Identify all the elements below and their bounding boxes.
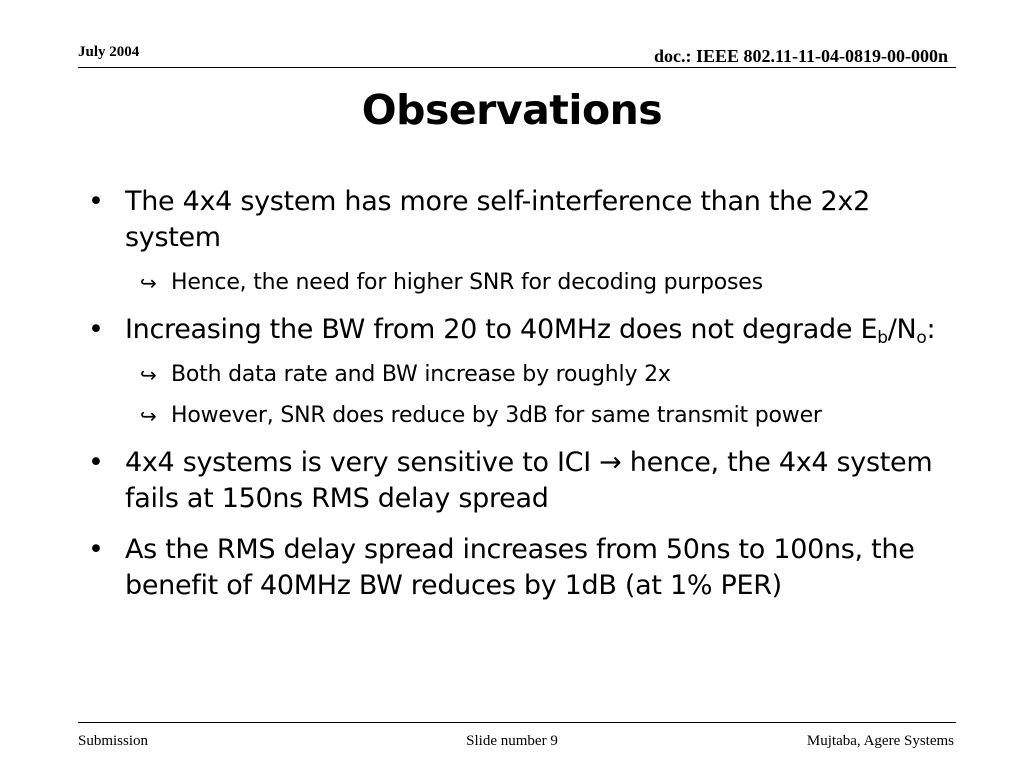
header-date: July 2004 — [78, 44, 140, 60]
bullet-2-text-main: Increasing the BW from 20 to 40MHz does not degrade E — [125, 314, 878, 345]
slide-title: Observations — [361, 86, 663, 134]
subscript-b: b — [877, 328, 888, 348]
hook-arrow-icon: ↪ — [140, 363, 157, 387]
bullet-2-sub-1-text: Both data rate and BW increase by roughly 2x — [171, 362, 671, 387]
bullet-1-text: The 4x4 system has more self-interference than the 2x2 system — [125, 186, 870, 253]
hook-arrow-icon: ↪ — [140, 271, 157, 295]
subscript-o: o — [916, 328, 927, 348]
bullet-4 — [88, 532, 968, 604]
right-arrow-icon: → — [599, 447, 622, 478]
bullet-3-text-post: hence, the 4x4 system fails at 150ns RMS delay spread — [125, 447, 933, 514]
bullet-dot: • — [88, 447, 104, 478]
bullet-3 — [88, 445, 968, 517]
bullet-dot: • — [88, 314, 104, 345]
bullet-2-colon: : — [926, 314, 936, 345]
bullet-2-sub-2-text: However, SNR does reduce by 3dB for same transmit power — [171, 403, 822, 428]
hook-arrow-icon: ↪ — [140, 404, 157, 428]
bullet-dot: • — [88, 186, 104, 217]
bullet-2-slash-n: /N — [887, 314, 917, 345]
header-rule — [78, 67, 956, 68]
bullet-1-sub-1 — [88, 268, 968, 298]
footer-submission: Submission — [78, 733, 149, 749]
bullet-1 — [88, 184, 968, 256]
bullet-2-text — [125, 314, 936, 348]
slide-body — [88, 184, 968, 619]
bullet-2-sub-2 — [88, 401, 968, 431]
bullet-2 — [88, 312, 968, 348]
footer-slide-number: Slide number 9 — [466, 733, 558, 749]
bullet-dot: • — [88, 534, 104, 565]
bullet-2-sub-1 — [88, 360, 968, 390]
bullet-3-text-pre: 4x4 systems is very sensitive to ICI — [125, 447, 600, 478]
footer-author: Mujtaba, Agere Systems — [806, 733, 954, 749]
header-doc-id: doc.: IEEE 802.11-11-04-0819-00-000n — [653, 46, 948, 66]
footer-rule — [78, 722, 956, 723]
bullet-4-text: As the RMS delay spread increases from 50ns to 100ns, the benefit of 40MHz BW reduces by 1dB (at 1% PER) — [125, 534, 915, 601]
bullet-1-sub-1-text: Hence, the need for higher SNR for decoding purposes — [171, 270, 763, 295]
bullet-3-text — [125, 447, 932, 514]
